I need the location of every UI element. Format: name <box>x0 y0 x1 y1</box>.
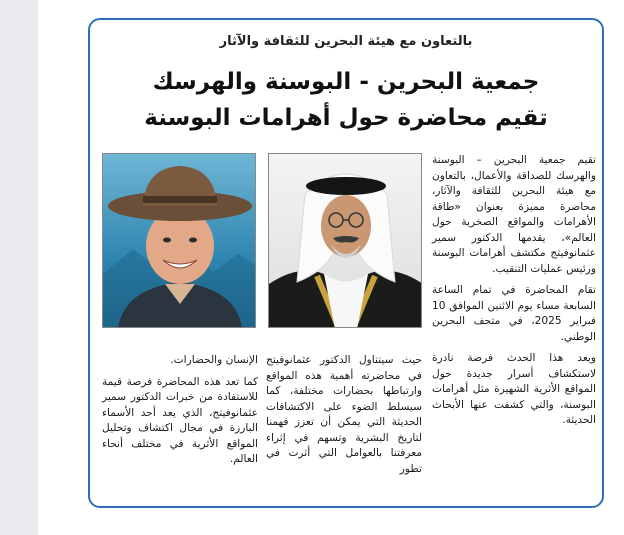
news-clipping <box>88 18 604 508</box>
article-column-right <box>432 153 596 505</box>
paragraph-intro: تقيم جمعية البحرين – البوسنة والهرسك للصداقة والأعمال، بالتعاون مع هيئة البحرين للثقافة والآثار، محاضرة مميزة بعنوان «طاقة الأهرامات والمواقع الصخرية حول العالم»، يقدمها الدكتور سمير عثمانوفيتج مكتشف أهرامات البوسنة ورئيس عمليات التنقيب. <box>432 154 596 275</box>
kicker-line: بالتعاون مع هيئة البحرين للثقافة والآثار <box>219 34 473 49</box>
article-column-left <box>102 353 258 505</box>
paragraph-speaker-expertise: كما تعد هذه المحاضرة فرصة قيمة للاستفادة من خبرات الدكتور سمير عثمانوفيتج، الذي يعد أحد الأسماء البارزة في مجال اكتشاف وتحليل المواقع الأثرية في مختلف أنحاء العالم. <box>102 375 258 465</box>
explorer-portrait-image <box>103 154 256 328</box>
headline <box>100 64 592 136</box>
paragraph-event-significance: ويعد هذا الحدث فرصة نادرة لاستكشاف أسرار جديدة حول المواقع الأثرية الشهيرة مثل أهرامات البوسنة، والتي كشفت عنها الأبحاث الحديثة. <box>432 352 596 426</box>
side-strip <box>0 0 38 535</box>
paragraph-date-venue: تقام المحاضرة في تمام الساعة السابعة مساء يوم الاثنين الموافق 10 فبراير 2025، في متحف البحرين الوطني. <box>432 284 596 343</box>
official-portrait-image <box>269 154 422 328</box>
photo-explorer <box>102 153 256 328</box>
headline-line-1: جمعية البحرين - البوسنة والهرسك <box>152 69 540 95</box>
photo-official <box>268 153 422 328</box>
article-column-middle <box>266 353 422 505</box>
headline-line-2: تقيم محاضرة حول أهرامات البوسنة <box>144 105 548 131</box>
paragraph-lecture-topics: حيث سيتناول الدكتور عثمانوفيتج في محاضرته أهمية هذه المواقع وارتباطها بحضارات مختلفة، كما سيسلط الضوء على الاكتشافات الحديثة التي يمكن أن تعزز فهمنا لتاريخ البشرية وتسهم في إثراء معرفتنا بالعوامل التي أثرت في تطور <box>266 354 422 475</box>
paragraph-continuation: الإنسان والحضارات. <box>170 354 258 366</box>
